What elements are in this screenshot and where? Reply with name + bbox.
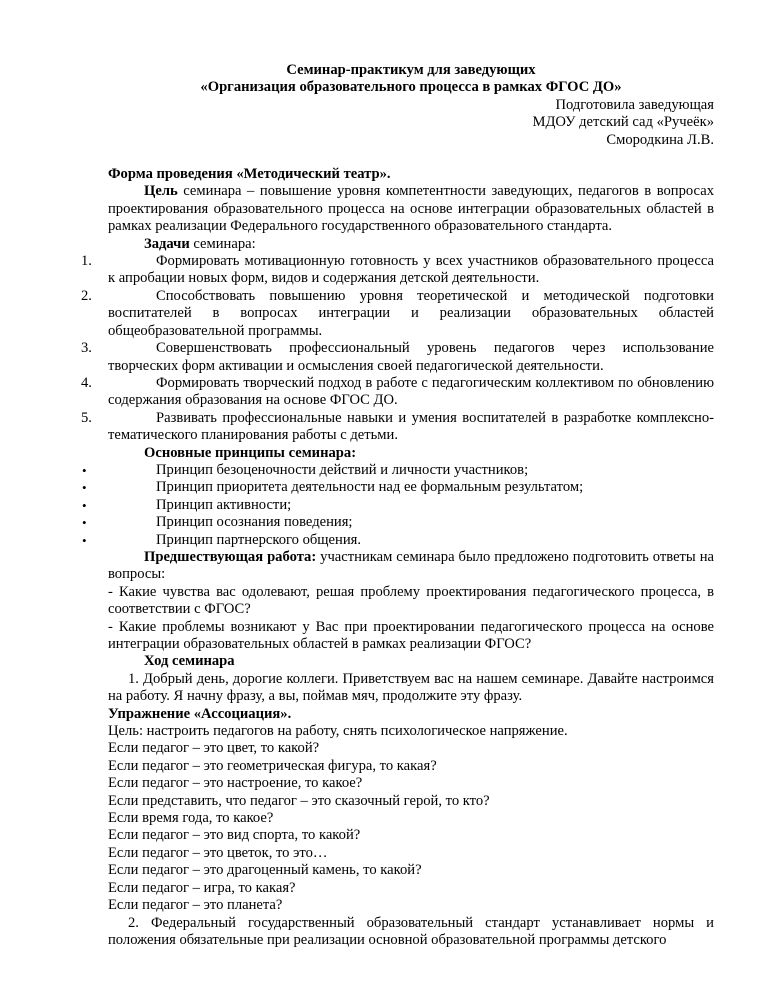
- association-line: Если педагог – это вид спорта, то какой?: [108, 827, 361, 844]
- association-line: Если педагог – это геометрическая фигура, то какая?: [108, 757, 437, 774]
- document-page: [81, 62, 714, 949]
- principle-item: [82, 514, 714, 531]
- bullet-icon: •: [82, 532, 87, 548]
- principle-text: Принцип безоценочности действий и личности участников;: [156, 461, 529, 478]
- prior-work-text: участникам семинара было предложено подготовить ответы на вопросы:: [108, 548, 714, 583]
- seminar-form: Форма проведения «Методический театр».: [108, 166, 391, 183]
- principle-text: Принцип активности;: [156, 496, 292, 513]
- prior-work-paragraph: [108, 549, 714, 584]
- course-heading: Ход семинара: [144, 653, 235, 670]
- exercise-heading: Упражнение «Ассоциация».: [108, 705, 292, 722]
- task-number: 1.: [81, 253, 92, 270]
- prior-question-2: - Какие проблемы возникают у Вас при проектировании педагогического процесса на основе интеграции образовательных областей в рамках реализации ФГОС?: [108, 618, 714, 652]
- task-number: 5.: [81, 409, 92, 426]
- author-line3: Смородкина Л.В.: [606, 131, 714, 148]
- principle-item: [82, 531, 714, 549]
- association-line: Если педагог – это драгоценный камень, то какой?: [108, 862, 422, 879]
- course-paragraph-1: 1. Добрый день, дорогие коллеги. Приветствуем вас на нашем семинаре. Давайте настроимся на работу. Я начну фразу, а вы, поймав мяч, продолжите эту фразу.: [108, 670, 714, 705]
- task-text: Формировать творческий подход в работе с педагогическим коллективом по обновлению содержания образования на основе ФГОС ДО.: [108, 374, 714, 409]
- course-paragraph-2: 2. Федеральный государственный образовательный стандарт устанавливает нормы и положения обязательные при реализации основной образовательной программы детского: [108, 914, 714, 948]
- principle-item: [82, 479, 714, 496]
- task-number: 4.: [81, 374, 92, 391]
- association-line: Если представить, что педагог – это сказочный герой, то кто?: [108, 792, 490, 809]
- principle-text: Принцип осознания поведения;: [156, 514, 353, 531]
- task-text: Способствовать повышению уровня теоретической и методической подготовки воспитателей в вопросах интеграции и реализации образовательных областей общеобразовательной программы.: [108, 287, 714, 339]
- goal-label: Цель: [144, 183, 178, 200]
- exercise-aim: Цель: настроить педагогов на работу, снять психологическое напряжение.: [108, 723, 568, 740]
- tasks-label: Задачи: [144, 235, 190, 252]
- bullet-icon: •: [82, 462, 87, 478]
- association-line: Если педагог – это настроение, то какое?: [108, 775, 363, 792]
- prior-question-1: - Какие чувства вас одолевают, решая проблему проектирования педагогического процесса, в соответствии с ФГОС?: [108, 583, 714, 618]
- task-text: Формировать мотивационную готовность у всех участников образовательного процесса к апробации новых форм, видов и содержания детской деятельности.: [108, 253, 714, 287]
- association-line: Если время года, то какое?: [108, 810, 274, 827]
- document-title-line1: Семинар-практикум для заведующих: [286, 62, 536, 78]
- spacer: [108, 149, 714, 166]
- principle-text: Принцип партнерского общения.: [156, 531, 361, 548]
- goal-text: семинара – повышение уровня компетентности заведующих, педагогов в вопросах проектирования образовательного процесса на основе интеграции образовательных областей в рамках реализации Федерального государственного образовательного стандарта.: [108, 183, 714, 235]
- principle-item: [82, 496, 714, 514]
- principles-heading: Основные принципы семинара:: [144, 444, 357, 461]
- association-line: Если педагог – это планета?: [108, 897, 283, 914]
- goal-paragraph: [108, 183, 714, 235]
- task-text: Развивать профессиональные навыки и умения воспитателей в разработке комплексно-тематического планирования работы с детьми.: [108, 409, 714, 444]
- task-item: [81, 287, 714, 340]
- task-item: [81, 374, 714, 410]
- association-line: Если педагог – игра, то какая?: [108, 879, 296, 896]
- author-line2: МДОУ детский сад «Ручеёк»: [532, 114, 714, 131]
- principle-text: Принцип приоритета деятельности над ее формальным результатом;: [156, 479, 584, 496]
- task-number: 2.: [81, 287, 92, 304]
- bullet-icon: •: [82, 515, 87, 531]
- tasks-heading: [108, 236, 714, 253]
- association-line: Если педагог – это цвет, то какой?: [108, 740, 320, 757]
- task-item: [81, 409, 714, 445]
- document-title-line2: «Организация образовательного процесса в рамках ФГОС ДО»: [200, 79, 622, 96]
- task-number: 3.: [81, 340, 92, 357]
- prior-work-label: Предшествующая работа:: [144, 548, 317, 565]
- task-item: [81, 253, 714, 288]
- bullet-icon: •: [82, 497, 87, 513]
- task-item: [81, 340, 714, 375]
- principle-item: [82, 461, 714, 479]
- task-text: Совершенствовать профессиональный уровень педагогов через использование творческих форм активации и осмысления своей педагогической деятельности.: [108, 340, 714, 374]
- bullet-icon: •: [82, 480, 87, 496]
- author-line1: Подготовила заведующая: [555, 96, 714, 113]
- tasks-suffix: семинара:: [189, 235, 256, 252]
- association-line: Если педагог – это цветок, то это…: [108, 844, 328, 861]
